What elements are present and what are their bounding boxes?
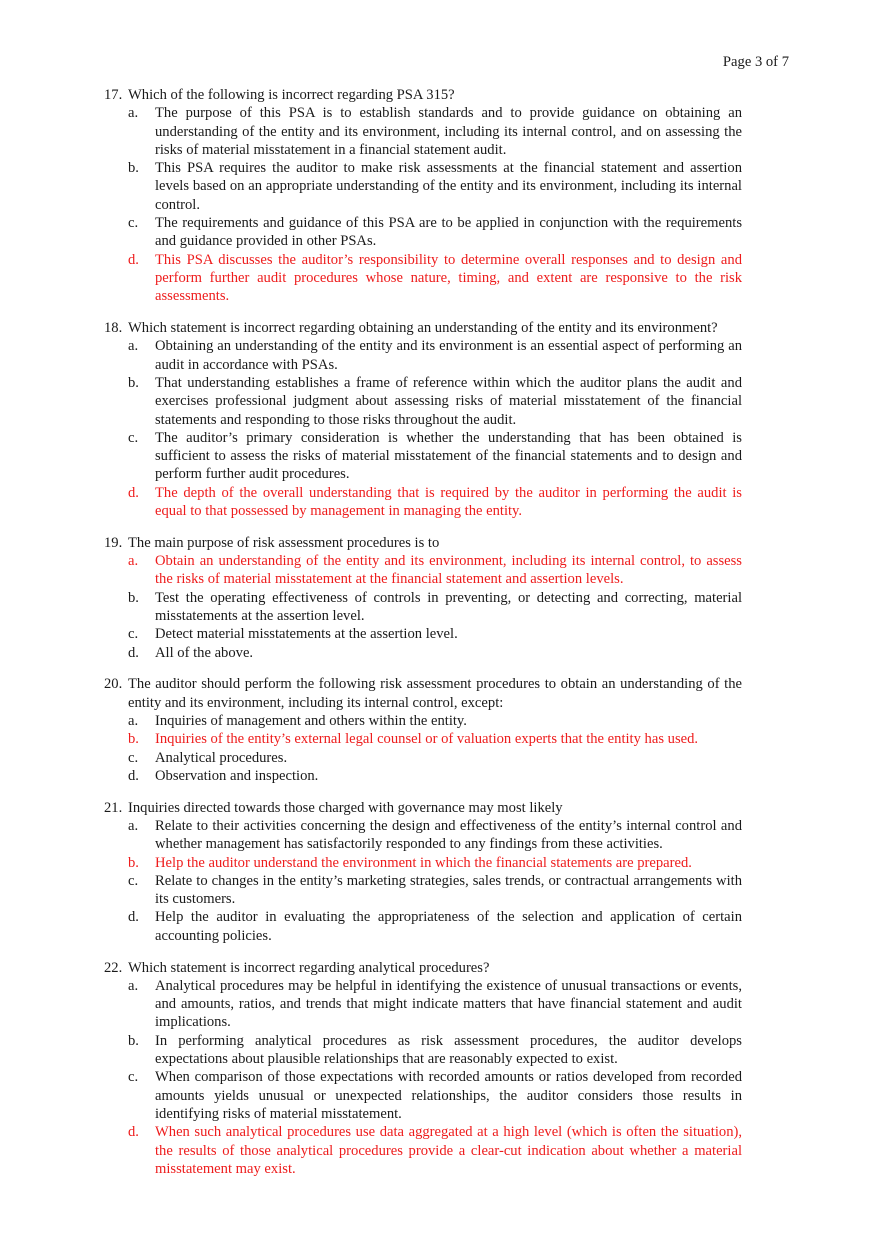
option-letter: c.	[128, 429, 139, 446]
question-19	[104, 534, 742, 662]
option-letter: a.	[128, 105, 139, 122]
option-text: When such analytical procedures use data aggregated at a high level (which is often the situation), the results of those analytical procedures provide a clear-cut indication about whether a material misstatement may exist.	[155, 1124, 742, 1177]
question-18	[104, 319, 742, 520]
option-letter: a.	[128, 713, 139, 729]
option-text: Test the operating effectiveness of controls in preventing, or detecting and correcting, material misstatements at the assertion level.	[155, 589, 742, 625]
option-list	[104, 977, 742, 1178]
option-c	[104, 429, 742, 484]
question-number: 17.	[104, 87, 123, 103]
option-letter: a.	[128, 977, 139, 994]
option-letter: d.	[128, 1124, 139, 1141]
question-text: The main purpose of risk assessment procedures is to	[128, 534, 440, 551]
question-number: 21.	[104, 799, 123, 816]
question-stem	[104, 799, 742, 817]
option-d	[104, 644, 742, 662]
question-17	[104, 86, 742, 306]
question-stem	[104, 319, 742, 337]
option-c	[104, 625, 742, 643]
option-letter: b.	[128, 160, 139, 177]
option-letter: b.	[128, 731, 139, 748]
option-text: Analytical procedures may be helpful in identifying the existence of unusual transactions or events, and amounts, ratios, and trends that might indicate matters that have financial statement and audit implications.	[155, 977, 742, 1031]
option-list	[104, 104, 742, 305]
option-text: Relate to their activities concerning the design and effectiveness of the entity’s internal control and whether management has satisfactorily responded to any findings from these activities.	[155, 817, 742, 853]
question-text: Inquiries directed towards those charged with governance may most likely	[128, 799, 563, 816]
option-text: The requirements and guidance of this PSA are to be applied in conjunction with the requirements and guidance provided in other PSAs.	[155, 215, 742, 250]
option-b	[104, 854, 742, 872]
question-22	[104, 959, 742, 1179]
question-text: The auditor should perform the following risk assessment procedures to obtain an understanding of the entity and its environment, including its internal control, except:	[128, 676, 742, 711]
option-letter: a.	[128, 817, 139, 834]
option-text: When comparison of those expectations with recorded amounts or ratios developed from recorded amounts yields unusual or unexpected relationships, the auditor considers those results in identifying risks of material misstatement.	[155, 1069, 742, 1122]
option-letter: c.	[128, 749, 139, 766]
question-text: Which statement is incorrect regarding obtaining an understanding of the entity and its environment?	[128, 320, 718, 337]
question-number: 22.	[104, 959, 123, 976]
question-stem	[104, 959, 742, 977]
option-list	[104, 817, 742, 945]
option-a	[104, 977, 742, 1032]
option-text: Relate to changes in the entity’s marketing strategies, sales trends, or contractual arrangements with its customers.	[155, 872, 742, 908]
option-text: Inquiries of the entity’s external legal counsel or of valuation experts that the entity has used.	[155, 731, 699, 748]
option-b	[104, 589, 742, 626]
option-letter: b.	[128, 1032, 139, 1049]
question-stem	[104, 534, 742, 552]
option-text: Obtaining an understanding of the entity and its environment is an essential aspect of performing an audit in accordance with PSAs.	[155, 338, 742, 373]
option-c	[104, 872, 742, 909]
question-list	[104, 86, 742, 1192]
option-letter: d.	[128, 484, 139, 501]
option-text: Help the auditor understand the environment in which the financial statements are prepared.	[155, 854, 692, 871]
option-text: This PSA discusses the auditor’s responsibility to determine overall responses and to design and perform further audit procedures whose nature, timing, and extent are responsive to the risk assessments.	[155, 251, 742, 305]
question-text: Which of the following is incorrect regarding PSA 315?	[128, 87, 455, 103]
option-letter: c.	[128, 626, 139, 643]
option-b	[104, 159, 742, 214]
option-text: The auditor’s primary consideration is whether the understanding that has been obtained is sufficient to assess the risks of material misstatement of the financial statements and to design and perform further audit procedures.	[155, 429, 742, 483]
option-text: In performing analytical procedures as risk assessment procedures, the auditor develops expectations about plausible relationships that are reasonably expected to exist.	[155, 1032, 742, 1068]
option-letter: c.	[128, 872, 139, 889]
question-number: 20.	[104, 676, 123, 693]
option-letter: b.	[128, 589, 139, 606]
option-text: Inquiries of management and others within the entity.	[155, 713, 467, 729]
option-letter: c.	[128, 215, 139, 232]
option-text: Observation and inspection.	[155, 767, 319, 784]
question-stem	[104, 86, 742, 104]
option-text: All of the above.	[155, 644, 254, 661]
option-d	[104, 908, 742, 945]
option-letter: b.	[128, 374, 139, 391]
option-text: The depth of the overall understanding that is required by the auditor in performing the audit is equal to that possessed by management in managing the entity.	[155, 484, 742, 520]
option-letter: c.	[128, 1069, 139, 1086]
option-letter: d.	[128, 644, 139, 661]
option-text: This PSA requires the auditor to make risk assessments at the financial statement and assertion levels based on an appropriate understanding of the entity and its environment, including its internal control.	[155, 160, 742, 213]
option-text: That understanding establishes a frame of reference within which the auditor plans the audit and exercises professional judgment about assessing risks of material misstatement of the financial statements and responding to those risks throughout the audit.	[155, 374, 742, 428]
option-a	[104, 552, 742, 589]
option-list	[104, 337, 742, 520]
option-a	[104, 817, 742, 854]
option-letter: d.	[128, 909, 139, 926]
question-number: 18.	[104, 320, 123, 337]
option-list	[104, 712, 742, 785]
option-d	[104, 767, 742, 785]
option-letter: d.	[128, 251, 139, 268]
question-stem	[104, 675, 742, 712]
option-text: Obtain an understanding of the entity and its environment, including its internal control, to assess the risks of material misstatement at the financial statement and assertion levels.	[155, 553, 742, 588]
option-a	[104, 104, 742, 159]
option-d	[104, 251, 742, 306]
question-number: 19.	[104, 534, 123, 551]
page-number: Page 3 of 7	[722, 54, 789, 70]
option-letter: b.	[128, 854, 139, 871]
option-letter: a.	[128, 338, 139, 355]
option-a	[104, 337, 742, 374]
option-text: Help the auditor in evaluating the appropriateness of the selection and application of certain accounting policies.	[155, 909, 742, 944]
option-c	[104, 214, 742, 251]
option-a	[104, 712, 742, 730]
option-b	[104, 1032, 742, 1069]
option-d	[104, 1123, 742, 1178]
option-text: Analytical procedures.	[155, 749, 288, 766]
question-21	[104, 799, 742, 945]
option-b	[104, 374, 742, 429]
option-c	[104, 1068, 742, 1123]
option-list	[104, 552, 742, 662]
option-letter: a.	[128, 553, 139, 570]
option-text: The purpose of this PSA is to establish standards and to provide guidance on obtaining an understanding of the entity and its environment, including its internal control, and on assessing the risks of material misstatement in a financial statement audit.	[155, 105, 742, 158]
option-letter: d.	[128, 767, 139, 784]
option-b	[104, 730, 742, 748]
option-d	[104, 484, 742, 521]
question-20	[104, 675, 742, 785]
option-c	[104, 749, 742, 767]
option-text: Detect material misstatements at the assertion level.	[155, 626, 458, 643]
question-text: Which statement is incorrect regarding analytical procedures?	[128, 959, 490, 976]
